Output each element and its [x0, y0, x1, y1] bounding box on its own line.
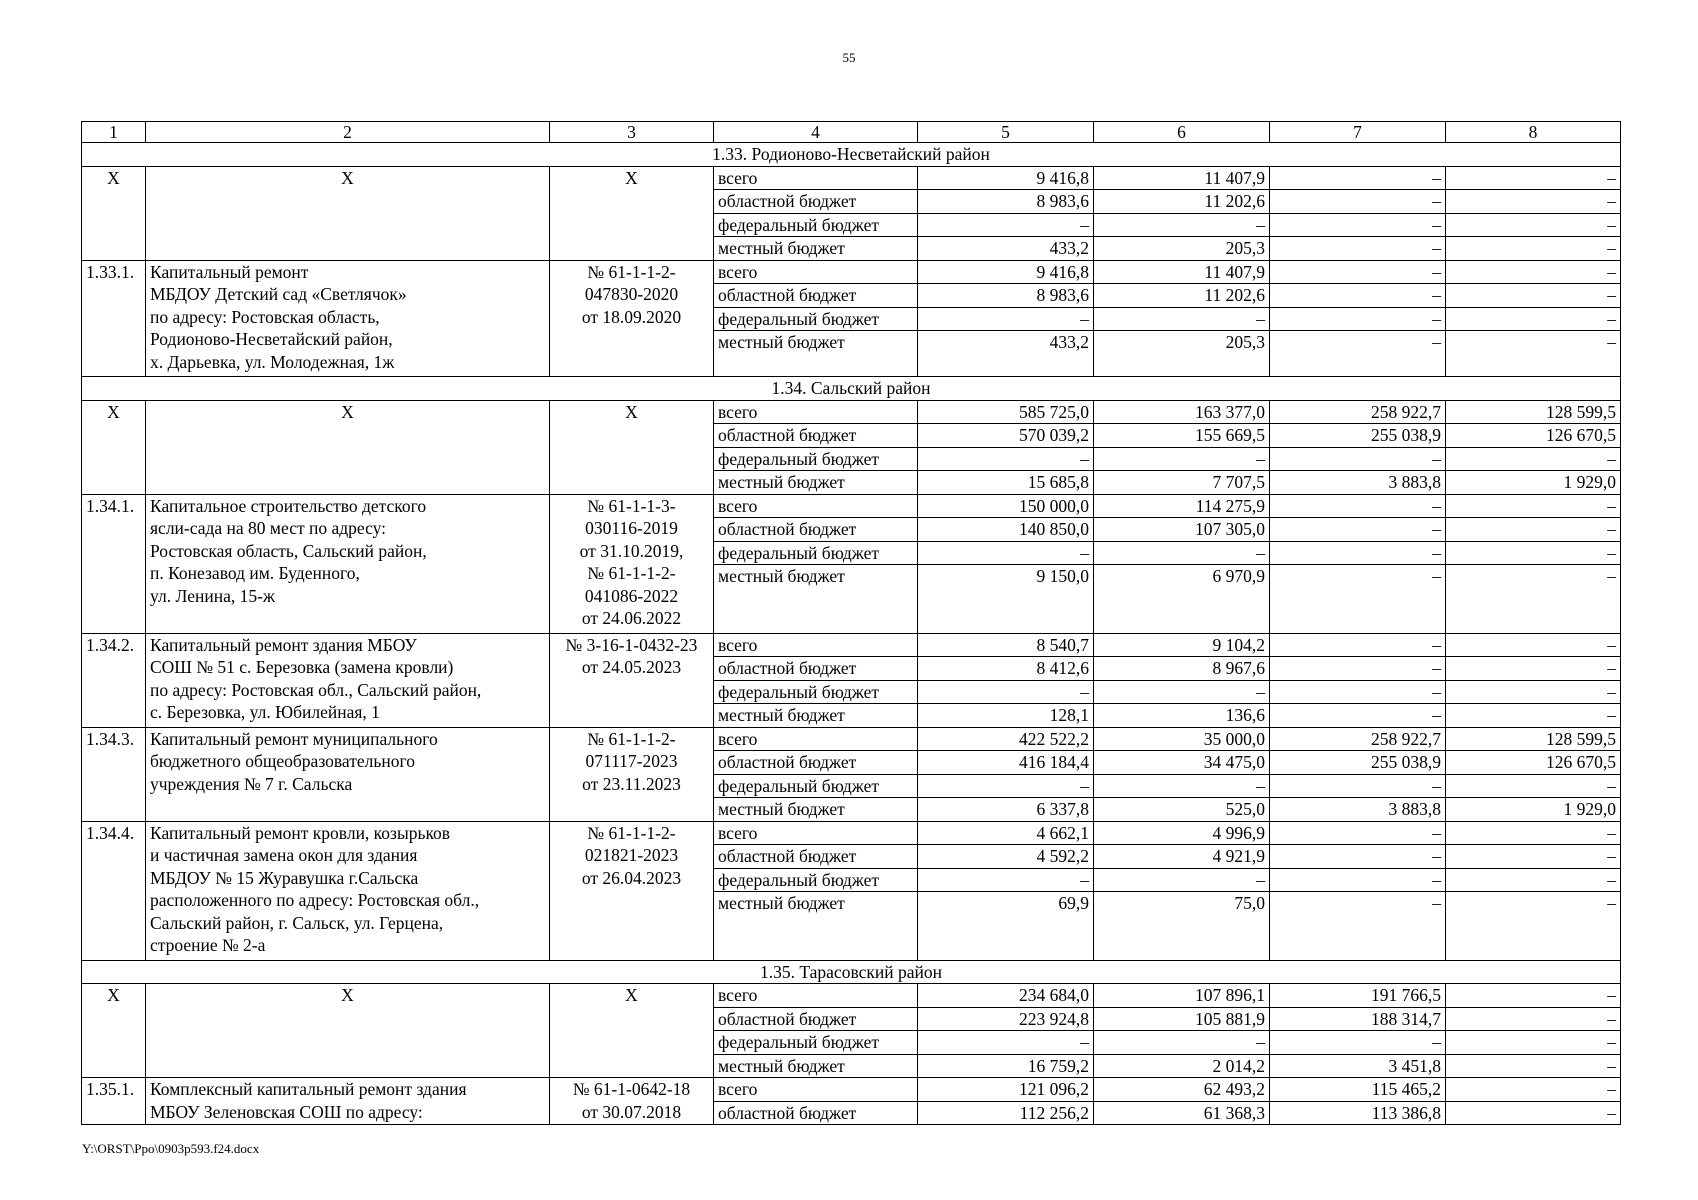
budget-source: местный бюджет [714, 798, 918, 822]
section-title-row [82, 377, 1621, 401]
item-name-line: Родионово-Несветайский район, [150, 329, 393, 349]
column-number: 8 [1446, 122, 1621, 143]
item-document-line: 071117-2023 [585, 751, 678, 771]
item-document-line: 021821-2023 [584, 845, 679, 865]
budget-source: федеральный бюджет [714, 868, 918, 892]
amount-col-6: 105 881,9 [1094, 1007, 1270, 1031]
amount-col-6: 136,6 [1094, 704, 1270, 728]
amount-col-7: – [1270, 565, 1446, 634]
budget-source: областной бюджет [714, 1101, 918, 1125]
amount-col-7: – [1270, 331, 1446, 377]
amount-col-7: 3 883,8 [1270, 471, 1446, 495]
column-number: 4 [714, 122, 918, 143]
amount-col-5: 9 150,0 [918, 565, 1094, 634]
item-document [550, 633, 714, 727]
budget-source: областной бюджет [714, 518, 918, 542]
x-mark: Х [82, 400, 146, 494]
item-document [550, 494, 714, 633]
item-name-line: Капитальный ремонт муниципального [150, 728, 438, 749]
budget-source: областной бюджет [714, 1007, 918, 1031]
item-document-line: № 61-1-1-3- [587, 495, 676, 516]
amount-col-5: – [918, 213, 1094, 237]
amount-col-8: 1 929,0 [1446, 798, 1621, 822]
amount-col-6: 11 407,9 [1094, 260, 1270, 284]
amount-col-6: 61 368,3 [1094, 1101, 1270, 1125]
item-name-line: учреждения № 7 г. Сальска [150, 773, 353, 794]
item-number: 1.33.1. [82, 260, 146, 377]
budget-source: местный бюджет [714, 892, 918, 961]
item-name-line: п. Конезавод им. Буденного, [150, 563, 360, 583]
document-file-path: Y:\ORST\Ppo\0903p593.f24.docx [82, 1141, 260, 1156]
amount-col-8: 128 599,5 [1446, 727, 1621, 751]
item-document-line: от 30.07.2018 [581, 1101, 682, 1122]
amount-col-7: – [1270, 892, 1446, 961]
amount-col-7: 188 314,7 [1270, 1007, 1446, 1031]
item-name [146, 1078, 550, 1125]
amount-col-7: – [1270, 518, 1446, 542]
item-row [82, 633, 1621, 657]
item-number: 1.34.1. [82, 494, 146, 633]
amount-col-8: 1 929,0 [1446, 471, 1621, 495]
amount-col-6: 35 000,0 [1094, 727, 1270, 751]
item-document-line: 030116-2019 [585, 518, 678, 538]
amount-col-6: 114 275,9 [1094, 494, 1270, 518]
amount-col-5: 422 522,2 [918, 727, 1094, 751]
item-document-line: 041086-2022 [584, 585, 679, 606]
item-name-line: Капитальное строительство детского [150, 495, 427, 516]
amount-col-7: 3 451,8 [1270, 1054, 1446, 1078]
amount-col-6: – [1094, 868, 1270, 892]
budget-source: областной бюджет [714, 845, 918, 869]
item-name-line: Сальский район, г. Сальск, ул. Герцена, [150, 912, 444, 933]
amount-col-8: – [1446, 704, 1621, 728]
amount-col-5: 234 684,0 [918, 984, 1094, 1008]
amount-col-7: 3 883,8 [1270, 798, 1446, 822]
budget-source: местный бюджет [714, 237, 918, 261]
column-number: 1 [82, 122, 146, 143]
amount-col-8: – [1446, 541, 1621, 565]
item-number: 1.35.1. [82, 1078, 146, 1125]
amount-col-6: 7 707,5 [1094, 471, 1270, 495]
item-document-line: от 24.05.2023 [581, 657, 682, 677]
amount-col-7: – [1270, 704, 1446, 728]
item-document-line: от 18.09.2020 [581, 306, 682, 327]
amount-col-8: 126 670,5 [1446, 424, 1621, 448]
budget-source: федеральный бюджет [714, 307, 918, 331]
amount-col-8: – [1446, 494, 1621, 518]
funding-table [81, 121, 1621, 1125]
budget-source: областной бюджет [714, 424, 918, 448]
item-name-line: ул. Ленина, 15-ж [150, 585, 276, 606]
amount-col-5: 6 337,8 [918, 798, 1094, 822]
amount-col-6: – [1094, 1031, 1270, 1055]
amount-col-5: – [918, 307, 1094, 331]
amount-col-8: – [1446, 1078, 1621, 1102]
item-number: 1.34.3. [82, 727, 146, 821]
item-name-line: Комплексный капитальный ремонт здания [150, 1079, 467, 1099]
item-document-line: от 23.11.2023 [582, 773, 681, 794]
amount-col-6: – [1094, 307, 1270, 331]
budget-source: федеральный бюджет [714, 541, 918, 565]
section-title-row [82, 143, 1621, 167]
budget-source: местный бюджет [714, 704, 918, 728]
amount-col-7: – [1270, 657, 1446, 681]
x-mark: Х [82, 166, 146, 260]
item-document [550, 727, 714, 821]
amount-col-6: 11 202,6 [1094, 284, 1270, 308]
item-document-line: 047830-2020 [584, 284, 679, 304]
item-name-line: ясли-сада на 80 мест по адресу: [150, 518, 387, 538]
amount-col-5: 8 412,6 [918, 657, 1094, 681]
amount-col-5: 223 924,8 [918, 1007, 1094, 1031]
amount-col-7: – [1270, 1031, 1446, 1055]
amount-col-6: 75,0 [1094, 892, 1270, 961]
item-name-line: и частичная замена окон для здания [150, 845, 418, 865]
amount-col-6: – [1094, 541, 1270, 565]
amount-col-7: – [1270, 774, 1446, 798]
x-mark: Х [146, 984, 550, 1078]
item-row [82, 260, 1621, 284]
amount-col-8: – [1446, 190, 1621, 214]
page-number: 55 [842, 50, 856, 65]
amount-col-5: – [918, 447, 1094, 471]
amount-col-8: – [1446, 1007, 1621, 1031]
budget-source: всего [714, 821, 918, 845]
x-mark: Х [82, 984, 146, 1078]
amount-col-7: – [1270, 821, 1446, 845]
amount-col-8: – [1446, 447, 1621, 471]
column-number: 7 [1270, 122, 1446, 143]
amount-col-7: – [1270, 284, 1446, 308]
item-document-line: № 61-1-1-2- [587, 728, 676, 749]
amount-col-5: 570 039,2 [918, 424, 1094, 448]
amount-col-7: – [1270, 213, 1446, 237]
section-total-row [82, 400, 1621, 424]
amount-col-5: 9 416,8 [918, 166, 1094, 190]
item-name-line: бюджетного общеобразовательного [150, 751, 415, 771]
column-number-row [82, 122, 1621, 143]
amount-col-6: 9 104,2 [1094, 633, 1270, 657]
amount-col-5: 150 000,0 [918, 494, 1094, 518]
amount-col-8: – [1446, 565, 1621, 634]
item-document-line: № 61-1-1-2- [587, 563, 676, 583]
amount-col-7: – [1270, 541, 1446, 565]
item-document-line: № 61-1-0642-18 [572, 1079, 691, 1099]
amount-col-5: 112 256,2 [918, 1101, 1094, 1125]
item-name [146, 633, 550, 727]
budget-source: областной бюджет [714, 284, 918, 308]
amount-col-5: – [918, 1031, 1094, 1055]
item-row [82, 821, 1621, 845]
amount-col-8: – [1446, 680, 1621, 704]
amount-col-8: – [1446, 657, 1621, 681]
column-number: 3 [550, 122, 714, 143]
x-mark: Х [550, 400, 714, 494]
budget-source: федеральный бюджет [714, 680, 918, 704]
amount-col-5: – [918, 680, 1094, 704]
item-name-line: расположенного по адресу: Ростовская обл., [150, 890, 480, 910]
section-title: 1.34. Сальский район [82, 377, 1621, 401]
amount-col-6: 205,3 [1094, 237, 1270, 261]
budget-source: всего [714, 1078, 918, 1102]
amount-col-6: 163 377,0 [1094, 400, 1270, 424]
budget-source: федеральный бюджет [714, 774, 918, 798]
section-title: 1.35. Тарасовский район [82, 960, 1621, 984]
amount-col-8: – [1446, 868, 1621, 892]
amount-col-8: – [1446, 260, 1621, 284]
item-document-line: № 3-16-1-0432-23 [565, 634, 698, 655]
amount-col-5: 8 983,6 [918, 190, 1094, 214]
amount-col-8: – [1446, 845, 1621, 869]
item-name [146, 727, 550, 821]
x-mark: Х [146, 166, 550, 260]
item-name-line: строение № 2-а [150, 935, 266, 955]
budget-source: всего [714, 166, 918, 190]
amount-col-6: 107 896,1 [1094, 984, 1270, 1008]
amount-col-7: 255 038,9 [1270, 751, 1446, 775]
amount-col-6: 2 014,2 [1094, 1054, 1270, 1078]
amount-col-7: 115 465,2 [1270, 1078, 1446, 1102]
amount-col-6: 525,0 [1094, 798, 1270, 822]
amount-col-6: 4 921,9 [1094, 845, 1270, 869]
budget-source: федеральный бюджет [714, 447, 918, 471]
amount-col-5: 140 850,0 [918, 518, 1094, 542]
amount-col-5: 585 725,0 [918, 400, 1094, 424]
amount-col-7: 258 922,7 [1270, 727, 1446, 751]
amount-col-5: 8 540,7 [918, 633, 1094, 657]
budget-source: всего [714, 494, 918, 518]
item-document [550, 821, 714, 960]
amount-col-5: 128,1 [918, 704, 1094, 728]
amount-col-5: 15 685,8 [918, 471, 1094, 495]
item-name [146, 260, 550, 377]
amount-col-5: – [918, 541, 1094, 565]
amount-col-8: – [1446, 1054, 1621, 1078]
amount-col-7: 255 038,9 [1270, 424, 1446, 448]
amount-col-6: 155 669,5 [1094, 424, 1270, 448]
amount-col-7: – [1270, 680, 1446, 704]
item-name-line: Ростовская область, Сальский район, [150, 540, 427, 561]
budget-source: областной бюджет [714, 751, 918, 775]
item-name-line: Капитальный ремонт [150, 261, 309, 282]
amount-col-5: – [918, 774, 1094, 798]
x-mark: Х [146, 400, 550, 494]
section-total-row [82, 166, 1621, 190]
column-number: 5 [918, 122, 1094, 143]
budget-source: местный бюджет [714, 331, 918, 377]
amount-col-7: – [1270, 190, 1446, 214]
amount-col-7: 113 386,8 [1270, 1101, 1446, 1125]
amount-col-5: 121 096,2 [918, 1078, 1094, 1102]
amount-col-5: 8 983,6 [918, 284, 1094, 308]
amount-col-7: 258 922,7 [1270, 400, 1446, 424]
amount-col-8: – [1446, 1031, 1621, 1055]
amount-col-6: 6 970,9 [1094, 565, 1270, 634]
amount-col-7: – [1270, 494, 1446, 518]
item-name-line: Капитальный ремонт кровли, козырьков [150, 822, 451, 843]
budget-source: федеральный бюджет [714, 213, 918, 237]
budget-source: местный бюджет [714, 471, 918, 495]
item-document-line: № 61-1-1-2- [587, 822, 676, 843]
budget-source: местный бюджет [714, 1054, 918, 1078]
item-document-line: от 26.04.2023 [581, 867, 682, 888]
item-name-line: Капитальный ремонт здания МБОУ [150, 634, 417, 655]
item-name-line: по адресу: Ростовская область, [150, 306, 380, 327]
amount-col-8: 128 599,5 [1446, 400, 1621, 424]
item-document-line: от 24.06.2022 [581, 608, 682, 628]
amount-col-6: 34 475,0 [1094, 751, 1270, 775]
column-number: 6 [1094, 122, 1270, 143]
budget-source: федеральный бюджет [714, 1031, 918, 1055]
amount-col-8: – [1446, 892, 1621, 961]
amount-col-6: – [1094, 680, 1270, 704]
amount-col-7: – [1270, 237, 1446, 261]
item-name-line: СОШ № 51 с. Березовка (замена кровли) [150, 657, 454, 677]
item-row [82, 727, 1621, 751]
amount-col-6: 11 202,6 [1094, 190, 1270, 214]
amount-col-8: – [1446, 1101, 1621, 1125]
amount-col-8: – [1446, 821, 1621, 845]
amount-col-6: 11 407,9 [1094, 166, 1270, 190]
amount-col-5: 4 662,1 [918, 821, 1094, 845]
section-total-row [82, 984, 1621, 1008]
amount-col-7: – [1270, 633, 1446, 657]
budget-source: всего [714, 633, 918, 657]
item-name-line: с. Березовка, ул. Юбилейная, 1 [150, 702, 380, 722]
amount-col-7: 191 766,5 [1270, 984, 1446, 1008]
item-name-line: МБДОУ № 15 Журавушка г.Сальска [150, 867, 419, 888]
amount-col-8: – [1446, 307, 1621, 331]
budget-source: областной бюджет [714, 657, 918, 681]
amount-col-8: – [1446, 237, 1621, 261]
amount-col-6: 205,3 [1094, 331, 1270, 377]
item-document-line: от 31.10.2019, [579, 540, 684, 561]
amount-col-5: 433,2 [918, 237, 1094, 261]
amount-col-5: 416 184,4 [918, 751, 1094, 775]
budget-source: всего [714, 260, 918, 284]
budget-source: областной бюджет [714, 190, 918, 214]
amount-col-5: 16 759,2 [918, 1054, 1094, 1078]
amount-col-7: – [1270, 166, 1446, 190]
amount-col-8: – [1446, 518, 1621, 542]
budget-source: местный бюджет [714, 565, 918, 634]
amount-col-6: 107 305,0 [1094, 518, 1270, 542]
amount-col-6: – [1094, 774, 1270, 798]
item-name-line: по адресу: Ростовская обл., Сальский район, [150, 679, 482, 700]
amount-col-6: 62 493,2 [1094, 1078, 1270, 1102]
amount-col-5: 4 592,2 [918, 845, 1094, 869]
section-title: 1.33. Родионово-Несветайский район [82, 143, 1621, 167]
item-name [146, 494, 550, 633]
amount-col-8: – [1446, 331, 1621, 377]
amount-col-7: – [1270, 447, 1446, 471]
amount-col-6: – [1094, 213, 1270, 237]
item-row [82, 494, 1621, 518]
item-name-line: х. Дарьевка, ул. Молодежная, 1ж [150, 351, 395, 372]
amount-col-8: – [1446, 166, 1621, 190]
amount-col-7: – [1270, 260, 1446, 284]
item-name-line: МБДОУ Детский сад «Светлячок» [150, 284, 407, 304]
amount-col-6: 4 996,9 [1094, 821, 1270, 845]
item-row [82, 1078, 1621, 1102]
amount-col-8: – [1446, 284, 1621, 308]
amount-col-5: – [918, 868, 1094, 892]
x-mark: Х [550, 166, 714, 260]
item-name [146, 821, 550, 960]
item-document [550, 260, 714, 377]
amount-col-6: 8 967,6 [1094, 657, 1270, 681]
column-number: 2 [146, 122, 550, 143]
amount-col-7: – [1270, 868, 1446, 892]
amount-col-8: 126 670,5 [1446, 751, 1621, 775]
amount-col-8: – [1446, 213, 1621, 237]
item-document-line: № 61-1-1-2- [587, 261, 676, 282]
amount-col-8: – [1446, 774, 1621, 798]
section-title-row [82, 960, 1621, 984]
item-name-line: МБОУ Зеленовская СОШ по адресу: [150, 1101, 423, 1122]
amount-col-8: – [1446, 984, 1621, 1008]
item-document [550, 1078, 714, 1125]
amount-col-8: – [1446, 633, 1621, 657]
amount-col-7: – [1270, 307, 1446, 331]
amount-col-5: 433,2 [918, 331, 1094, 377]
budget-source: всего [714, 984, 918, 1008]
amount-col-5: 9 416,8 [918, 260, 1094, 284]
amount-col-5: 69,9 [918, 892, 1094, 961]
item-number: 1.34.4. [82, 821, 146, 960]
amount-col-6: – [1094, 447, 1270, 471]
budget-source: всего [714, 400, 918, 424]
item-number: 1.34.2. [82, 633, 146, 727]
amount-col-7: – [1270, 845, 1446, 869]
x-mark: Х [550, 984, 714, 1078]
budget-source: всего [714, 727, 918, 751]
